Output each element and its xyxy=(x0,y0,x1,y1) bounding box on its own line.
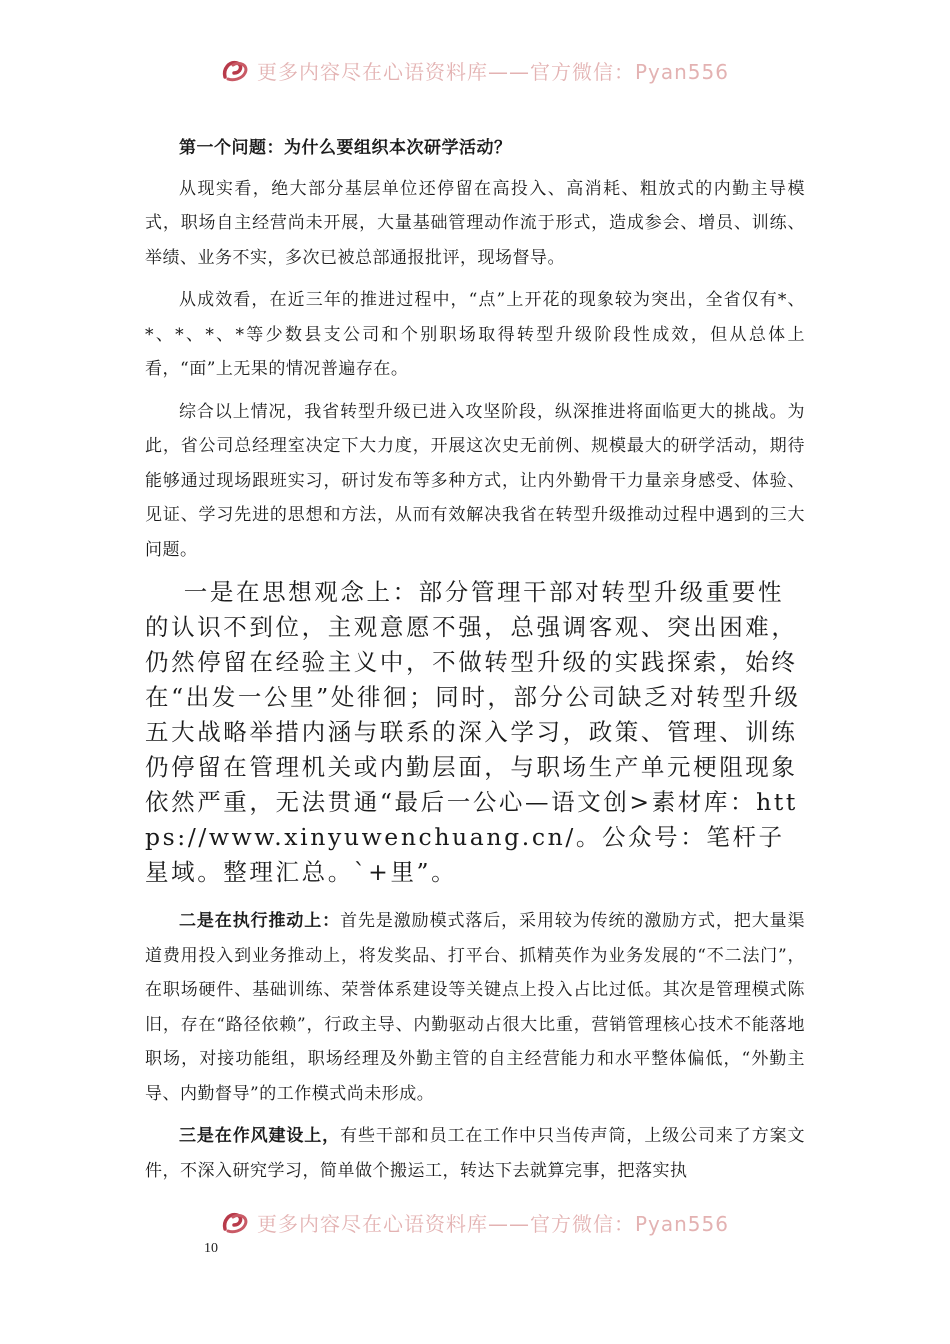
paragraph-point-two xyxy=(145,904,805,1111)
point-two-lead: 二是在执行推动上： xyxy=(179,911,341,931)
point-two-text: 首先是激励模式落后，采用较为传统的激励方式，把大量渠道费用投入到业务推动上，将发奖品、打平台、抓精英作为业务发展的“不二法门”，在职场硬件、基础训练、荣誉体系建设等关键点上投入占比过低。其次是管理模式陈旧，存在“路径依赖”，行政主导、内勤驱动占很大比重，营销管理核心技术不能落地职场，对接功能组，职场经理及外勤主管的自主经营能力和水平整体偏低，“外勤主导、内勤督导”的工作模式尚未形成。 xyxy=(145,911,806,1104)
paragraph-point-three xyxy=(145,1119,805,1188)
page-number: 10 xyxy=(204,1241,218,1256)
section-heading: 第一个问题：为什么要组织本次研学活动？ xyxy=(179,138,512,158)
paragraph-effectiveness: 从成效看，在近三年的推进过程中，“点”上开花的现象较为突出，全省仅有*、*、*、*、*等少数县支公司和个别职场取得转型升级阶段性成效，但从总体上看，“面”上无果的情况普遍存在。 xyxy=(145,290,805,379)
paragraph-reality: 从现实看，绝大部分基层单位还停留在高投入、高消耗、粗放式的内勤主导模式，职场自主经营尚未开展，大量基础管理动作流于形式，造成参会、增员、训练、举绩、业务不实，多次已被总部通报批评，现场督导。 xyxy=(145,178,805,268)
watermark-text: 更多内容尽在心语资料库——官方微信：Pyan556 xyxy=(256,59,729,84)
brand-logo-icon xyxy=(221,1209,251,1235)
document-body xyxy=(145,131,805,1196)
point-three-text: 有些干部和员工在工作中只当传声筒，上级公司来了方案文件，不深入研究学习，简单做个搬运工，转达下去就算完事，把落实执 xyxy=(145,1126,806,1181)
header-watermark xyxy=(0,52,950,88)
paragraph-summary: 综合以上情况，我省转型升级已进入攻坚阶段，纵深推进将面临更大的挑战。为此，省公司总经理室决定下大力度，开展这次史无前例、规模最大的研学活动，期待能够通过现场跟班实习，研讨发布等多种方式，让内外勤骨干力量亲身感受、体验、见证、学习先进的思想和方法，从而有效解决我省在转型升级推动过程中遇到的三大问题。 xyxy=(145,401,805,560)
paragraph-point-one-large: 一是在思想观念上：部分管理干部对转型升级重要性的认识不到位，主观意愿不强，总强调客观、突出困难，仍然停留在经验主义中，不做转型升级的实践探索，始终在“出发一公里”处徘徊；同时，部分公司缺乏对转型升级五大战略举措内涵与联系的深入学习，政策、管理、训练仍停留在管理机关或内勤层面，与职场生产单元梗阻现象依然严重，无法贯通“最后一公心—语文创>素材库：https://www.xinyuwenchuang.cn/。公众号：笔杆子星域。整理汇总。`+里”。 xyxy=(145,578,801,886)
point-three-lead: 三是在作风建设上， xyxy=(179,1126,341,1146)
brand-logo-icon xyxy=(221,57,251,83)
watermark-text: 更多内容尽在心语资料库——官方微信：Pyan556 xyxy=(256,1211,729,1236)
footer-watermark xyxy=(0,1204,950,1240)
